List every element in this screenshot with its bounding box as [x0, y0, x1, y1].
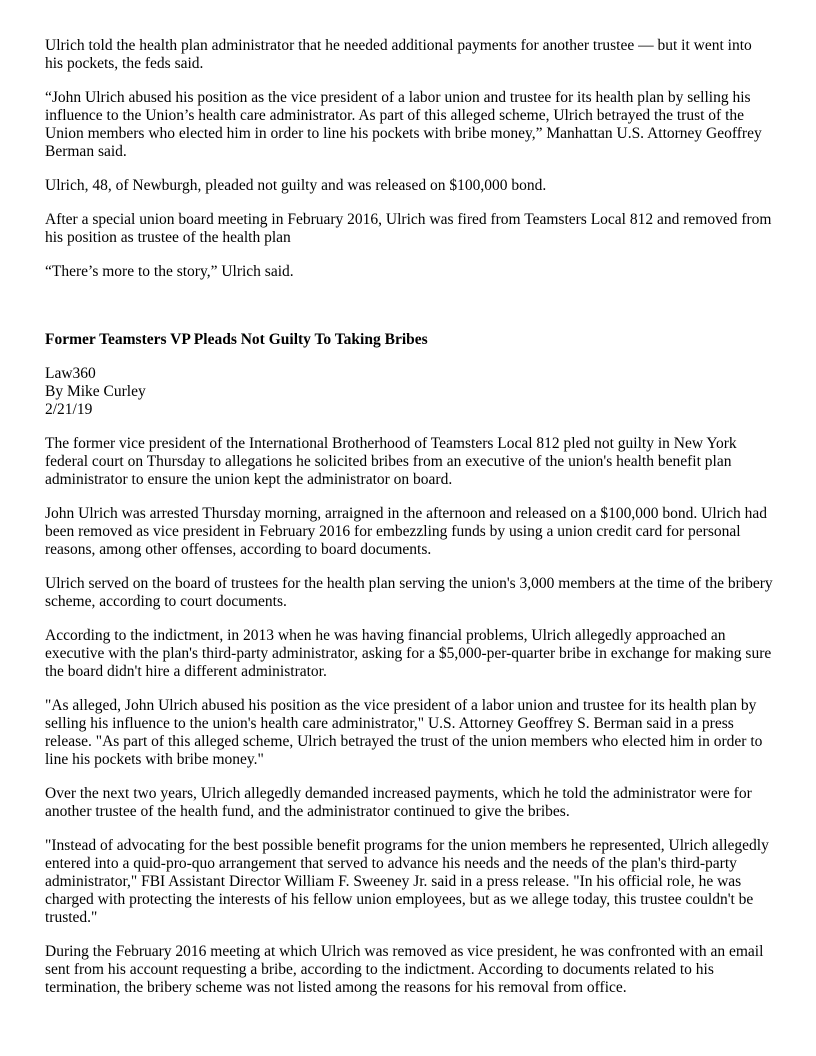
article-headline: Former Teamsters VP Pleads Not Guilty To Taking Bribes: [45, 331, 428, 348]
article-paragraph: Ulrich served on the board of trustees for the health plan serving the union's 3,000 members at the time of the bribery scheme, according to court documents.: [45, 575, 773, 610]
article-meta: [45, 365, 773, 419]
section-spacer: [45, 297, 773, 331]
intro-paragraph: Ulrich, 48, of Newburgh, pleaded not guilty and was released on $100,000 bond.: [45, 177, 547, 194]
intro-paragraph: After a special union board meeting in February 2016, Ulrich was fired from Teamsters Local 812 and removed from his position as trustee of the health plan: [45, 211, 772, 246]
article-paragraph: "Instead of advocating for the best possible benefit programs for the union members he represented, Ulrich allegedly entered into a quid-pro-quo arrangement that served to advance his needs and the needs of the plan's third-party administrator," FBI Assistant Director William F. Sweeney Jr. said in a press release. "In his official role, he was charged with protecting the interests of his fellow union employees, but as we allege today, this trustee couldn't be trusted.": [45, 837, 769, 926]
intro-paragraph: “There’s more to the story,” Ulrich said.: [45, 263, 294, 280]
intro-paragraph: “John Ulrich abused his position as the vice president of a labor union and trustee for its health plan by selling his influence to the Union’s health care administrator. As part of this alleged scheme, Ulrich betrayed the trust of the Union members who elected him in order to line his pockets with bribe money,” Manhattan U.S. Attorney Geoffrey Berman said.: [45, 89, 762, 160]
article-paragraph: According to the indictment, in 2013 when he was having financial problems, Ulrich allegedly approached an executive with the plan's third-party administrator, asking for a $5,000-per-quarter bribe in exchange for making sure the board didn't hire a different administrator.: [45, 627, 772, 680]
article-byline: By Mike Curley: [45, 383, 146, 400]
article-paragraph: "As alleged, John Ulrich abused his position as the vice president of a labor union and trustee for its health plan by selling his influence to the union's health care administrator," U.S. Attorney Geoffrey S. Berman said in a press release. "As part of this alleged scheme, Ulrich betrayed the trust of the union members who elected him in order to line his pockets with bribe money.": [45, 697, 763, 768]
article-paragraph: Over the next two years, Ulrich allegedly demanded increased payments, which he told the administrator were for another trustee of the health fund, and the administrator continued to give the bribes.: [45, 785, 752, 820]
intro-paragraph: Ulrich told the health plan administrator that he needed additional payments for another trustee — but it went into his pockets, the feds said.: [45, 37, 752, 72]
article-paragraph: The former vice president of the International Brotherhood of Teamsters Local 812 pled not guilty in New York federal court on Thursday to allegations he solicited bribes from an executive of the union's health benefit plan administrator to ensure the union kept the administrator on board.: [45, 435, 737, 488]
article-source: Law360: [45, 365, 96, 382]
document-page: [45, 37, 773, 1013]
article-paragraph: John Ulrich was arrested Thursday morning, arraigned in the afternoon and released on a $100,000 bond. Ulrich had been removed as vice president in February 2016 for embezzling funds by using a union credit card for personal reasons, among other offenses, according to board documents.: [45, 505, 767, 558]
article-date: 2/21/19: [45, 401, 93, 418]
article-paragraph: During the February 2016 meeting at which Ulrich was removed as vice president, he was confronted with an email sent from his account requesting a bribe, according to the indictment. According to documents related to his termination, the bribery scheme was not listed among the reasons for his removal from office.: [45, 943, 764, 996]
